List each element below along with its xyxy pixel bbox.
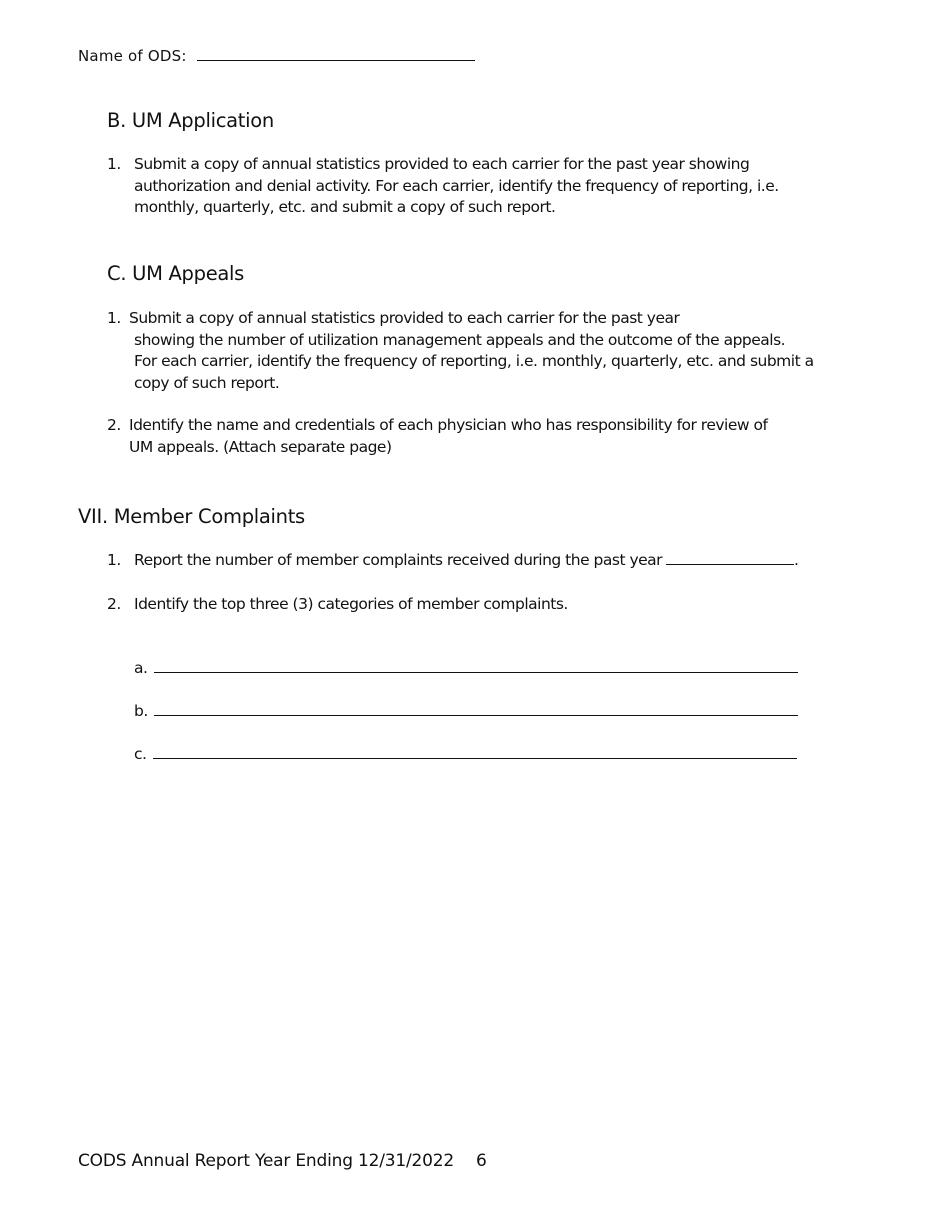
- item-number: 2.: [107, 595, 121, 613]
- category-b-field[interactable]: [154, 702, 798, 716]
- item-text-line: For each carrier, identify the frequency of reporting, i.e. monthly, quarterly, etc. and submit a: [134, 352, 814, 370]
- section-c-heading: C. UM Appeals: [107, 262, 245, 285]
- section-c-item-2: [107, 415, 767, 458]
- ods-name-row: [78, 46, 475, 65]
- item-text-line: authorization and denial activity. For each carrier, identify the frequency of reporting, i.e.: [134, 176, 779, 195]
- item-suffix: .: [794, 551, 799, 569]
- ods-name-label: Name of ODS:: [78, 47, 187, 65]
- section-b-item-1: [107, 154, 779, 219]
- section-vii-item-1: [107, 550, 798, 572]
- complaints-count-field[interactable]: [666, 551, 794, 565]
- category-label: c.: [134, 745, 147, 763]
- ods-name-field[interactable]: [197, 46, 475, 61]
- footer-text: CODS Annual Report Year Ending 12/31/2022: [78, 1151, 454, 1171]
- page-number: 6: [475, 1151, 487, 1171]
- item-number: 1.: [107, 309, 121, 327]
- item-text-line: monthly, quarterly, etc. and submit a copy of such report.: [134, 198, 556, 216]
- section-vii-heading: VII. Member Complaints: [78, 505, 305, 528]
- section-c-item-1: [107, 308, 814, 394]
- item-number: 1.: [107, 155, 121, 173]
- item-text-line: Identify the name and credentials of each physician who has responsibility for review of: [129, 416, 768, 434]
- item-number: 2.: [107, 416, 121, 434]
- item-text-line: Submit a copy of annual statistics provided to each carrier for the past year: [129, 309, 680, 327]
- category-label: b.: [134, 702, 148, 720]
- page-footer: [78, 1151, 487, 1171]
- category-a-row: [134, 658, 798, 680]
- item-text-line: copy of such report.: [134, 373, 280, 392]
- item-number: 1.: [107, 551, 121, 569]
- category-c-field[interactable]: [153, 745, 797, 759]
- item-text-line: showing the number of utilization management appeals and the outcome of the appeals.: [134, 330, 786, 349]
- item-text: Identify the top three (3) categories of member complaints.: [134, 595, 568, 613]
- section-vii-item-2: [107, 594, 568, 616]
- section-b-heading: B. UM Application: [107, 109, 274, 132]
- category-label: a.: [134, 659, 148, 677]
- item-text: Report the number of member complaints received during the past year: [134, 551, 663, 569]
- category-b-row: [134, 701, 798, 723]
- item-text-line: UM appeals. (Attach separate page): [129, 437, 392, 456]
- category-c-row: [134, 744, 797, 766]
- item-text-line: Submit a copy of annual statistics provided to each carrier for the past year showing: [134, 155, 750, 173]
- category-a-field[interactable]: [154, 659, 798, 673]
